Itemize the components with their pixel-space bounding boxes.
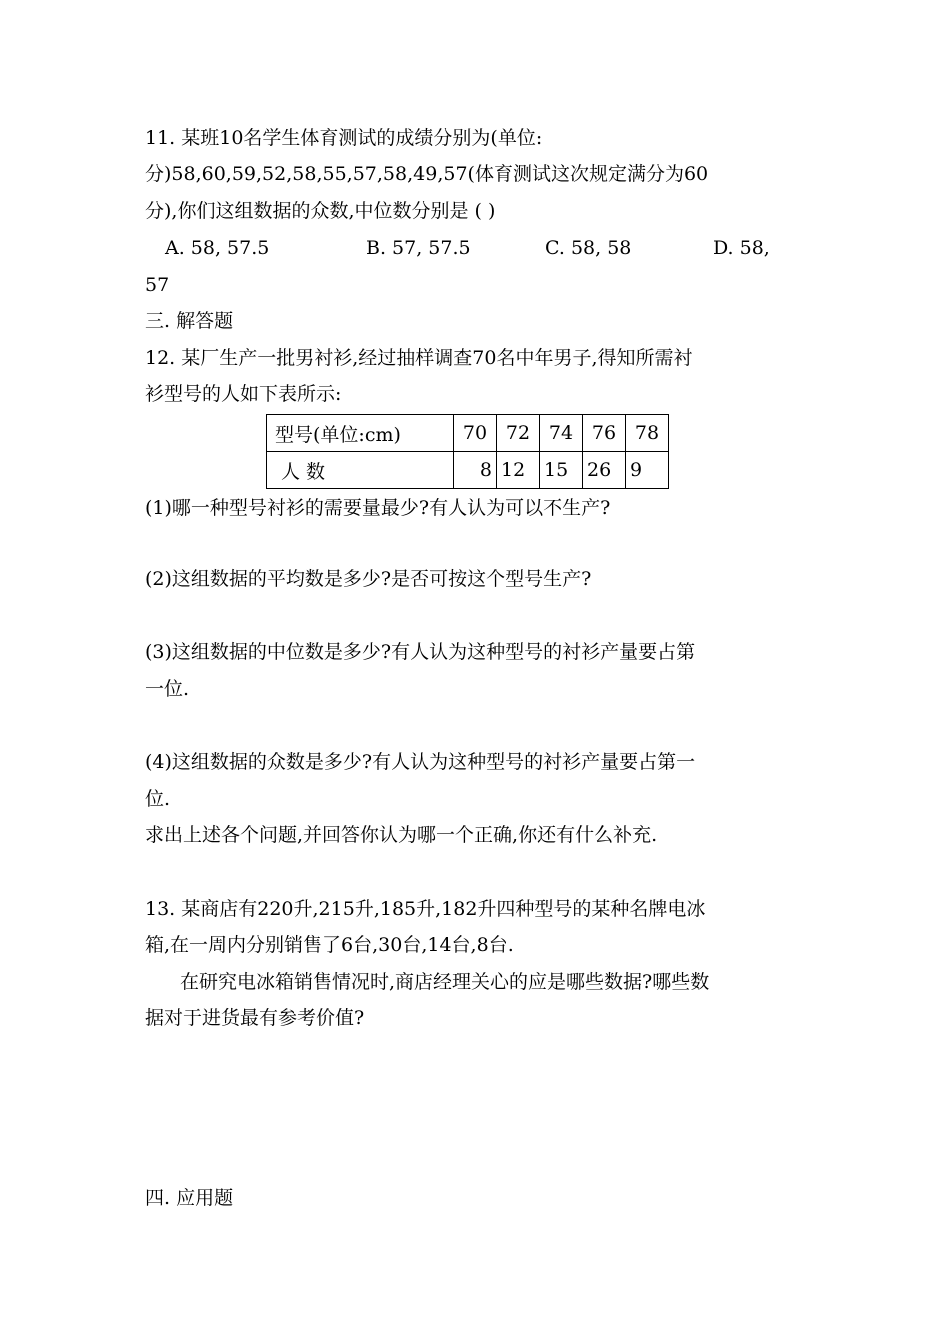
q12-line-2: 衫型号的人如下表所示: (145, 383, 342, 405)
table-row-count (267, 452, 669, 489)
q12-part-1: (1)哪一种型号衬衫的需要量最少?有人认为可以不生产? (145, 497, 611, 519)
table-cell-count: 8 (454, 452, 497, 489)
q11-option-d-wrap: 57 (145, 274, 170, 296)
shirt-size-table (266, 414, 669, 489)
q13-line-4: 据对于进货最有参考价值? (145, 1007, 365, 1029)
q12-closing: 求出上述各个问题,并回答你认为哪一个正确,你还有什么补充. (145, 824, 658, 846)
q12-line-1: 12. 某厂生产一批男衬衫,经过抽样调查70名中年男子,得知所需衬 (145, 347, 693, 369)
table-header-size: 型号(单位:cm) (267, 415, 454, 452)
q11-option-b: B. 57, 57.5 (366, 237, 471, 259)
q11-line-2: 分)58,60,59,52,58,55,57,58,49,57(体育测试这次规定满分为60 (145, 163, 709, 185)
table-cell-count: 9 (626, 452, 669, 489)
q11-line-3: 分),你们这组数据的众数,中位数分别是 ( ) (145, 200, 496, 222)
q11-option-c: C. 58, 58 (545, 237, 632, 259)
q11-option-a: A. 58, 57.5 (165, 237, 270, 259)
table-row-size (267, 415, 669, 452)
q12-part-4-line-2: 位. (145, 788, 171, 810)
q11-line-1: 11. 某班10名学生体育测试的成绩分别为(单位: (145, 127, 543, 149)
section-4-title: 四. 应用题 (145, 1187, 234, 1209)
table-cell-size: 76 (583, 415, 626, 452)
q12-part-4-line-1: (4)这组数据的众数是多少?有人认为这种型号的衬衫产量要占第一 (145, 751, 696, 773)
table-cell-count: 12 (497, 452, 540, 489)
table-cell-count: 26 (583, 452, 626, 489)
q12-part-3-line-1: (3)这组数据的中位数是多少?有人认为这种型号的衬衫产量要占第 (145, 641, 696, 663)
table-header-count: 人 数 (267, 452, 454, 489)
q12-part-3-line-2: 一位. (145, 678, 190, 700)
q12-part-2: (2)这组数据的平均数是多少?是否可按这个型号生产? (145, 568, 592, 590)
q13-line-3: 在研究电冰箱销售情况时,商店经理关心的应是哪些数据?哪些数 (180, 971, 710, 993)
table-cell-size: 70 (454, 415, 497, 452)
table-cell-size: 72 (497, 415, 540, 452)
section-3-title: 三. 解答题 (145, 310, 234, 332)
q13-line-2: 箱,在一周内分别销售了6台,30台,14台,8台. (145, 934, 514, 956)
table-cell-size: 74 (540, 415, 583, 452)
table-cell-count: 15 (540, 452, 583, 489)
table-cell-size: 78 (626, 415, 669, 452)
q11-option-d: D. 58, (713, 237, 770, 259)
q13-line-1: 13. 某商店有220升,215升,185升,182升四种型号的某种名牌电冰 (145, 898, 706, 920)
